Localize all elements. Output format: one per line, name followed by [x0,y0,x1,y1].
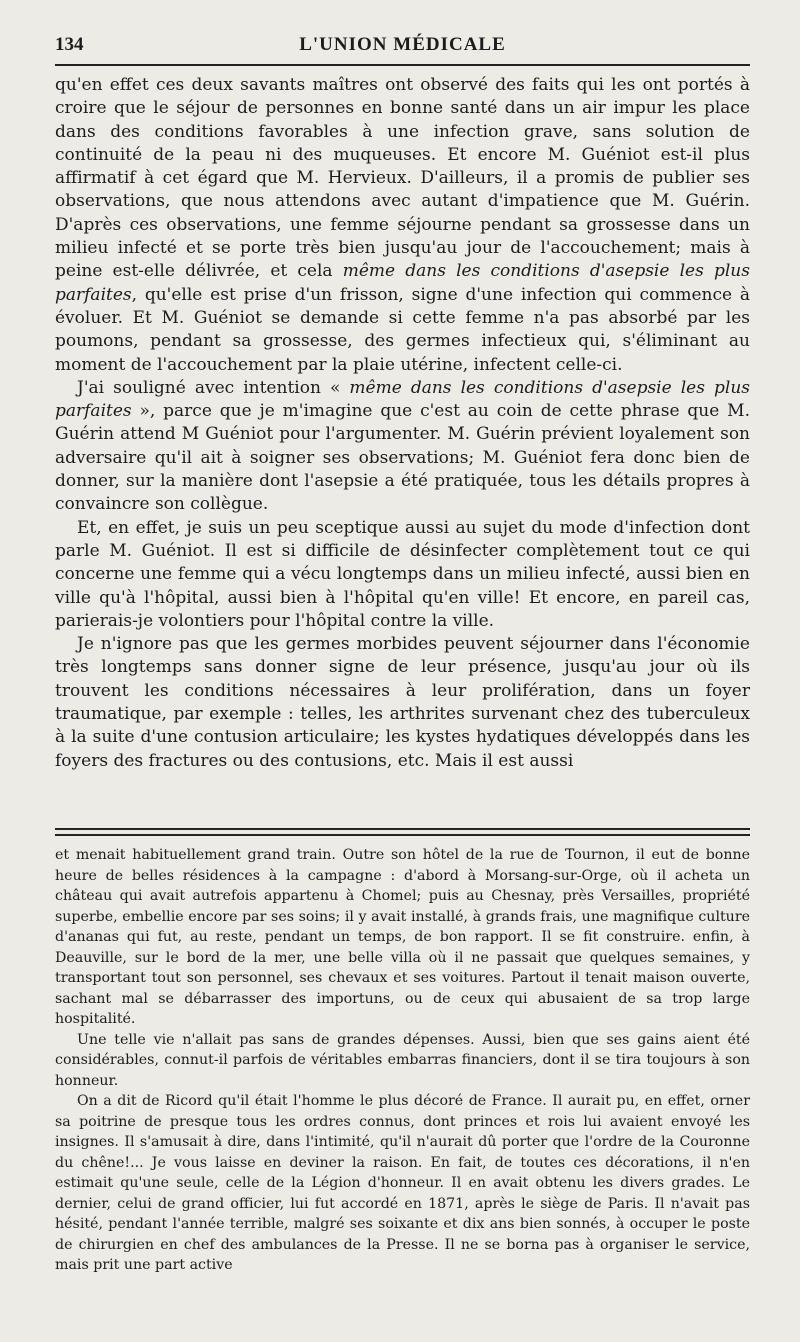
text-run: J'ai souligné avec intention « [77,377,350,398]
footnote-paragraph-3: On a dit de Ricord qu'il était l'homme le plus décoré de France. Il aurait pu, en effet, orner sa poitrine de presque tous les ordres connus, dont princes et rois lui avaient envoyé les insignes. Il s'amusait à dire, dans l'intimité, qu'il n'aurait dû porter que l'ordre de la Couronne du chêne!... Je vous laisse en deviner la raison. En fait, de toutes ces décorations, il n'en estimait qu'une seule, celle de la Légion d'honneur. Il en avait obtenu les divers grades. Le dernier, celui de grand officier, lui fut accordé en 1871, après le siège de Paris. Il n'avait pas hésité, pendant l'année terrible, malgré ses soixante et dix ans bien sonnés, à occuper le poste de chirurgien en chef des ambulances de la Presse. Il ne se borna pas à organiser le service, mais prit une part active [55,1093,750,1273]
main-body-text [55,74,750,773]
footnote-separator-rule [55,834,750,836]
text-run: », parce que je m'imagine que c'est au coin de cette phrase que M. Guérin attend M Guéniot pour l'argumenter. M. Guérin prévient loyalement son adversaire qu'il ait à soigner ses observations; M. Guéniot fera donc bien de donner, sur la manière dont l'asepsie a été pratiquée, tous les détails propres à convaincre son collègue. [55,401,750,515]
body-paragraph-3: Et, en effet, je suis un peu sceptique aussi au sujet du mode d'infection dont parle M. Guéniot. Il est si difficile de désinfecter complètement tout ce qui concerne une femme qui a vécu longtemps dans un milieu infecté, aussi bien en ville qu'à l'hôpital, aussi bien à l'hôpital qu'en ville! Et encore, en pareil cas, parierais-je volontiers pour l'hôpital contre la ville. [55,517,750,631]
footnote-section [55,845,750,1276]
text-run: qu'en effet ces deux savants maîtres ont observé des faits qui les ont portés à croire que le séjour de personnes en bonne santé dans un air impur les place dans des conditions favorables à une infection grave, sans solution de continuité de la peau ni des muqueuses. Et encore M. Guéniot est-il plus affirmatif à cet égard que M. Hervieux. D'ailleurs, il a promis de publier ses observations, que nous attendons avec autant d'impatience que M. Guérin. D'après ces observations, une femme séjourne pendant sa grossesse dans un milieu infecté et se porte très bien jusqu'au jour de l'accouchement; mais à peine est-elle délivrée, et cela [55,75,750,282]
body-paragraph-2 [55,377,750,517]
text-run: , qu'elle est prise d'un frisson, signe d'une infection qui commence à évoluer. Et M. Guéniot se demande si cette femme n'a pas absorbé par les poumons, pendant sa grossesse, des germes infectieux qui, s'éliminant au moment de l'accouchement par la plaie utérine, infectent celle-ci. [55,284,750,375]
header-rule [55,64,750,66]
page-number: 134 [55,34,84,55]
footnote-paragraph-2: Une telle vie n'allait pas sans de grandes dépenses. Aussi, bien que ses gains aient été considérables, connut-il parfois de véritables embarras financiers, dont il se tira toujours à son honneur. [55,1031,750,1089]
body-paragraph-4: Je n'ignore pas que les germes morbides peuvent séjourner dans l'économie très longtemps sans donner signe de leur présence, jusqu'au jour où ils trouvent les conditions nécessaires à leur prolifération, dans un foyer traumatique, par exemple : telles, les arthrites survenant chez des tuberculeux à la suite d'une contusion articulaire; les kystes hydatiques développés dans les foyers des fractures ou des contusions, etc. Mais il est aussi [55,634,750,771]
footnote-separator-rule [55,828,750,830]
footnote-paragraph-1: et menait habituellement grand train. Outre son hôtel de la rue de Tournon, il eut de bonne heure de belles résidences à la campagne : d'abord à Morsang-sur-Orge, où il acheta un château qui avait autrefois appartenu à Chomel; puis au Chesnay, près Versailles, propriété superbe, embellie encore par ses soins; il y avait installé, à grands frais, une magnifique culture d'ananas qui fut, au reste, pendant un temps, de bon rapport. Il se fit construire. enfin, à Deauville, sur le bord de la mer, une belle villa où il ne passait que quelques semaines, y transportant tout son personnel, ses chevaux et ses voitures. Partout il tenait maison ouverte, sachant mal se débarrasser des importuns, ou de ceux qui abusaient de sa trop large hospitalité. [55,847,750,1027]
italic-run: même dans les conditions d'asepsie les plus parfaites [55,377,750,422]
italic-run: même dans les conditions d'asepsie les plus parfaites [55,261,750,305]
body-paragraph-1 [55,74,750,377]
running-header [55,30,750,60]
journal-title: L'UNION MÉDICALE [299,34,506,55]
